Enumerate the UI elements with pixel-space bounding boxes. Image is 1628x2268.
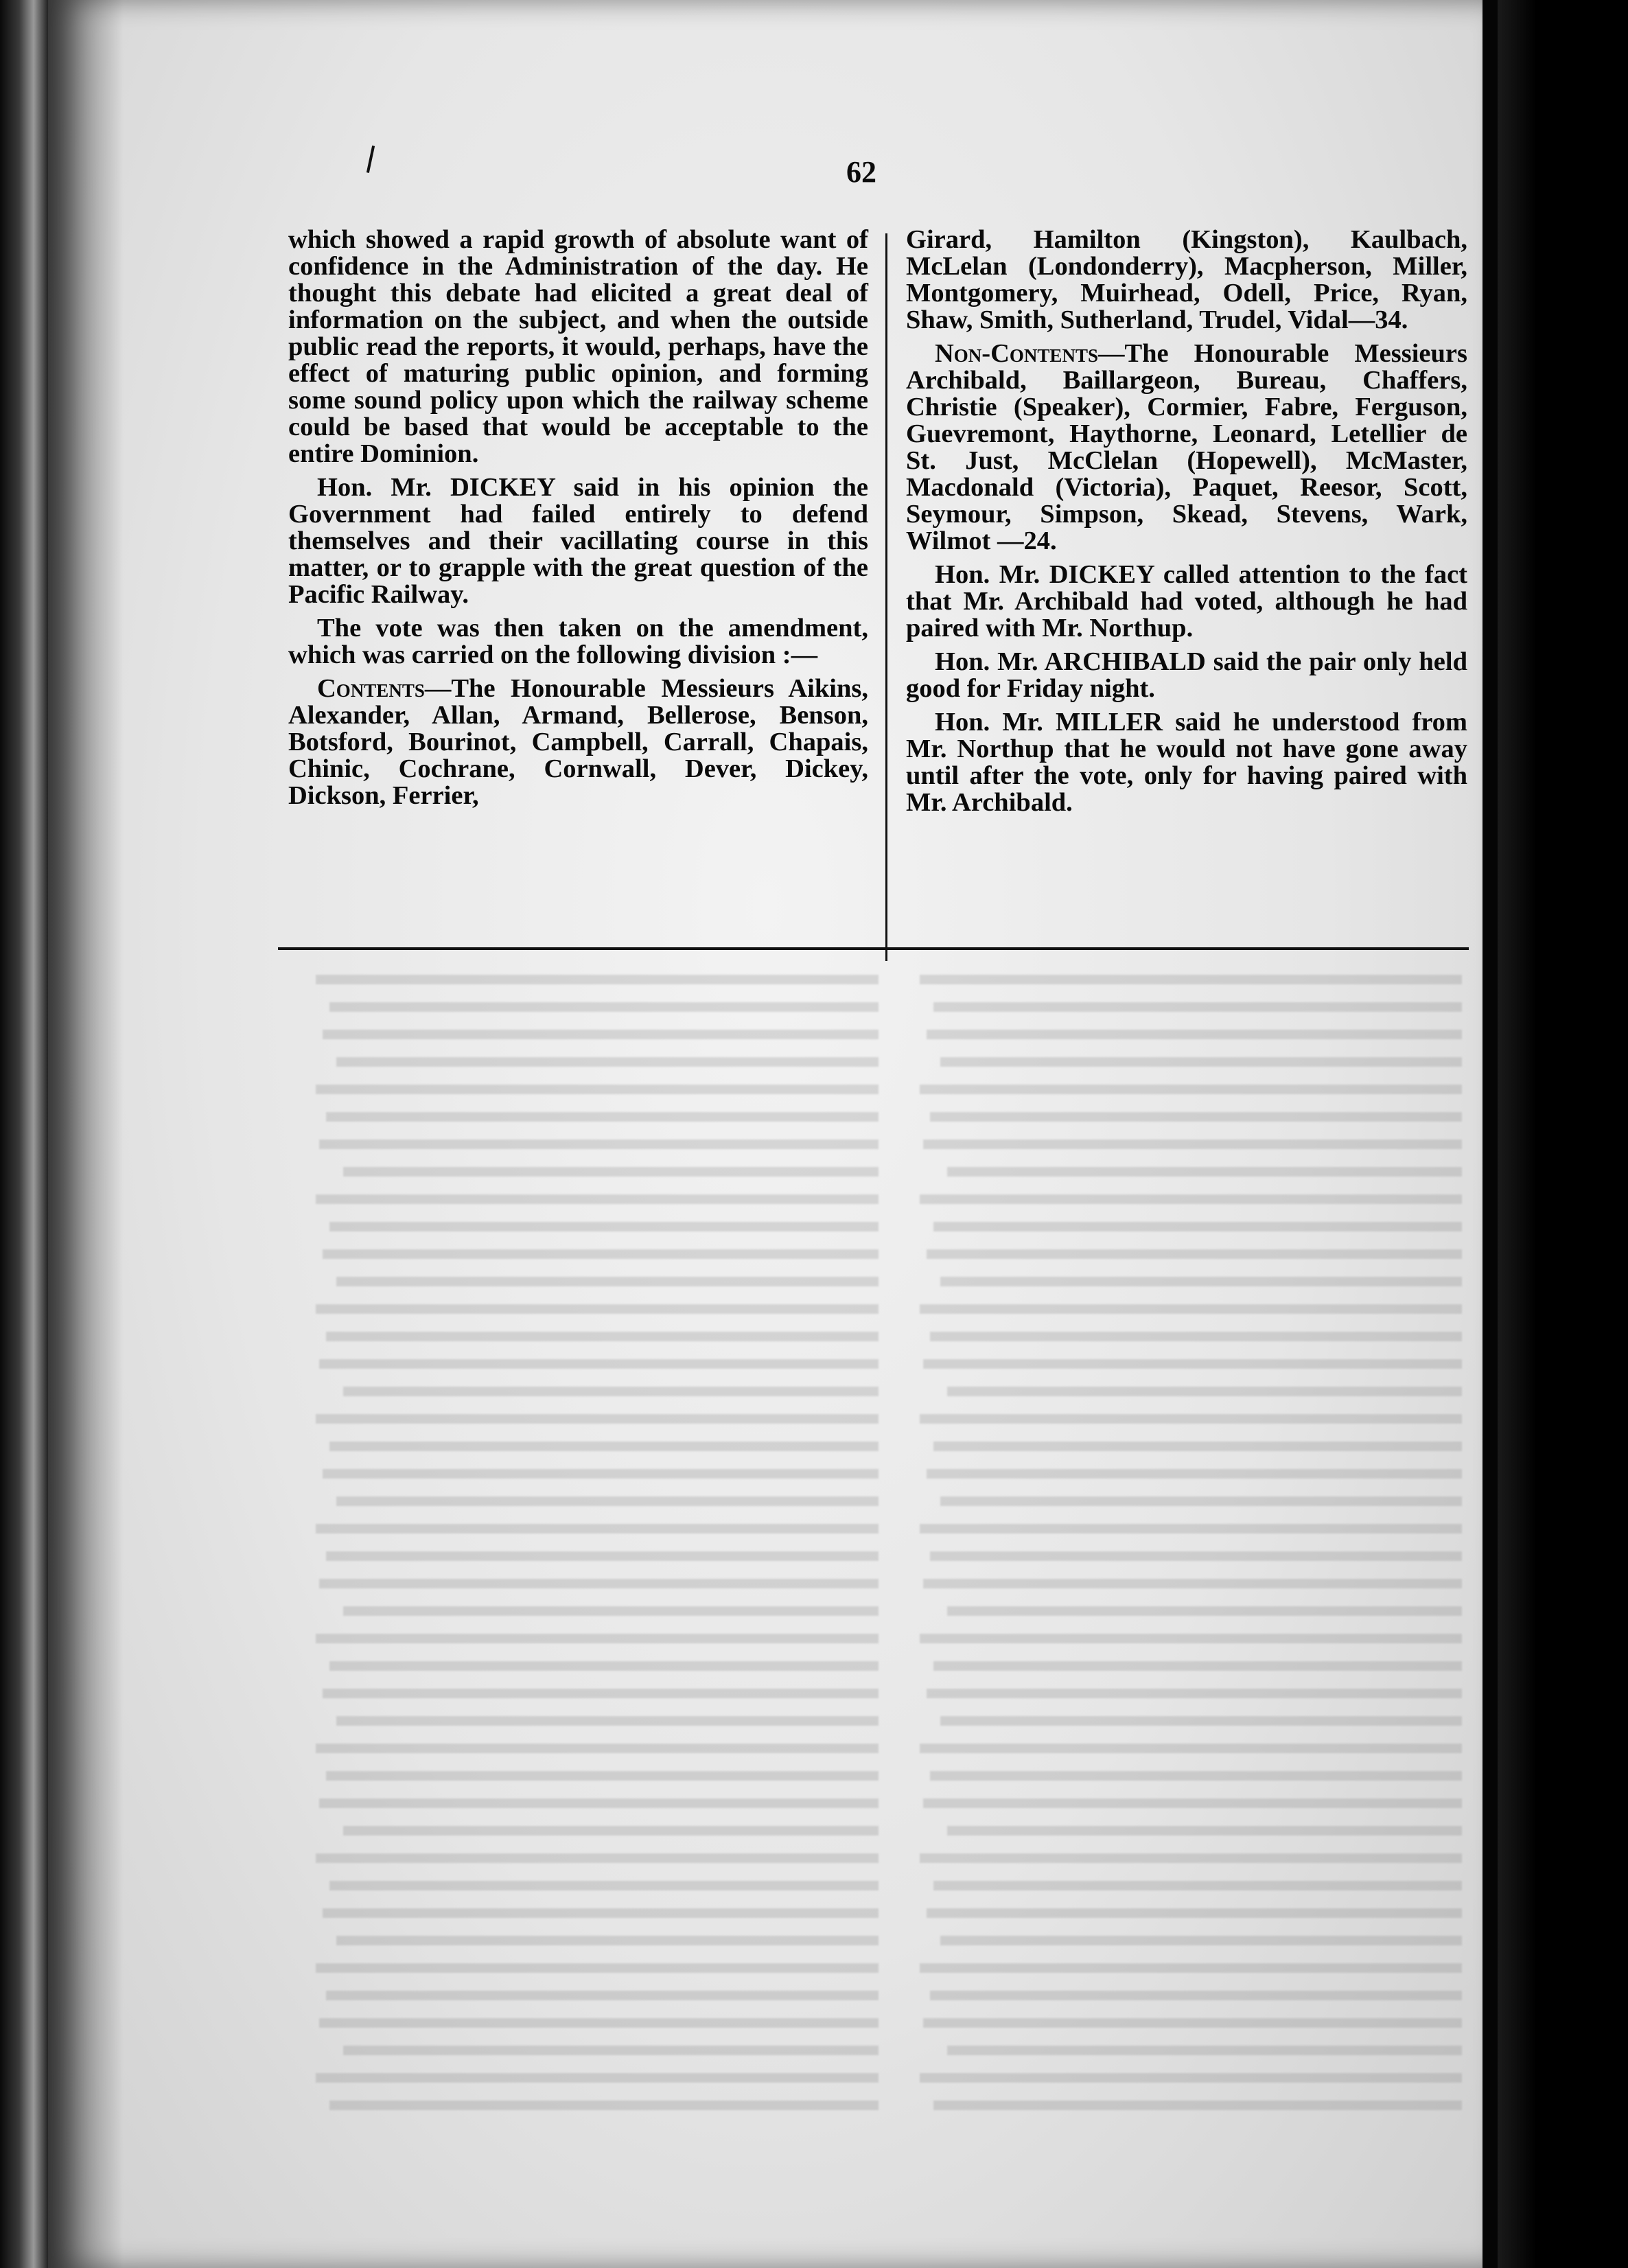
bleed-texture-left bbox=[309, 961, 879, 2197]
non-contents-list bbox=[906, 340, 1467, 555]
column-divider bbox=[885, 233, 887, 961]
left-paragraph-vote: The vote was then taken on the amendment, which was carried on the following division :— bbox=[288, 614, 868, 669]
contents-continued: Girard, Hamilton (Kingston), Kaulbach, McLelan (Londonderry), Macpherson, Miller, Montgomery, Muirhead, Odell, Price, Ryan, Shaw, Smith, Sutherland, Trudel, Vidal—34. bbox=[906, 225, 1467, 334]
non-contents-label: Non-Contents bbox=[935, 339, 1098, 368]
page-number: 62 bbox=[846, 155, 876, 189]
contents-names: —The Honourable Messieurs Aikins, Alexander, Allan, Armand, Bellerose, Benson, Botsford, Bourinot, Campbell, Carrall, Chapais, Chinic, Cochrane, Cornwall, Dever, Dickey, Dickson, Ferrier, bbox=[288, 674, 868, 810]
non-contents-names: —The Honourable Messieurs Archibald, Baillargeon, Bureau, Chaffers, Christie (Speaker), Cormier, Fabre, Ferguson, Guevremont, Haythorne, Leonard, Letellier de St. Just, McClelan (Hopewell), McMaster, Macdonald (Victoria), Paquet, Reesor, Scott, Seymour, Simpson, Skead, Stevens, Wark, Wilmot —24. bbox=[906, 339, 1467, 555]
film-edge-left bbox=[0, 0, 48, 2268]
section-end-rule bbox=[278, 947, 1469, 950]
reverse-side-bleed-right bbox=[913, 961, 1462, 2197]
right-paragraph-archibald: Hon. Mr. ARCHIBALD said the pair only held good for Friday night. bbox=[906, 647, 1467, 703]
right-paragraph-miller: Hon. Mr. MILLER said he understood from Mr. Northup that he would not have gone away until after the vote, only for having paired with Mr. Archibald. bbox=[906, 708, 1467, 817]
left-column bbox=[288, 227, 868, 816]
reverse-side-bleed-left bbox=[309, 961, 879, 2197]
left-paragraph-dickey: Hon. Mr. DICKEY said in his opinion the Government had failed entirely to defend themselves and their vacillating course in this matter, or to grapple with the great question of the Pacific Railway. bbox=[288, 473, 868, 609]
right-paragraph-dickey: Hon. Mr. DICKEY called attention to the fact that Mr. Archibald had voted, although he had paired with Mr. Northup. bbox=[906, 560, 1467, 643]
film-edge-right bbox=[1498, 0, 1628, 2268]
right-column bbox=[906, 227, 1467, 823]
left-paragraph-1: which showed a rapid growth of absolute want of confidence in the Administration of the day. He thought this debate had elicited a great deal of information on the subject, and when the outside public read the reports, it would, perhaps, have the effect of maturing public opinion, and forming some sound policy upon which the railway scheme could be based that would be acceptable to the entire Dominion. bbox=[288, 225, 868, 468]
contents-list bbox=[288, 675, 868, 809]
contents-label: Contents bbox=[317, 674, 425, 703]
bleed-texture-right bbox=[913, 961, 1462, 2197]
gutter-shadow bbox=[48, 0, 124, 2268]
